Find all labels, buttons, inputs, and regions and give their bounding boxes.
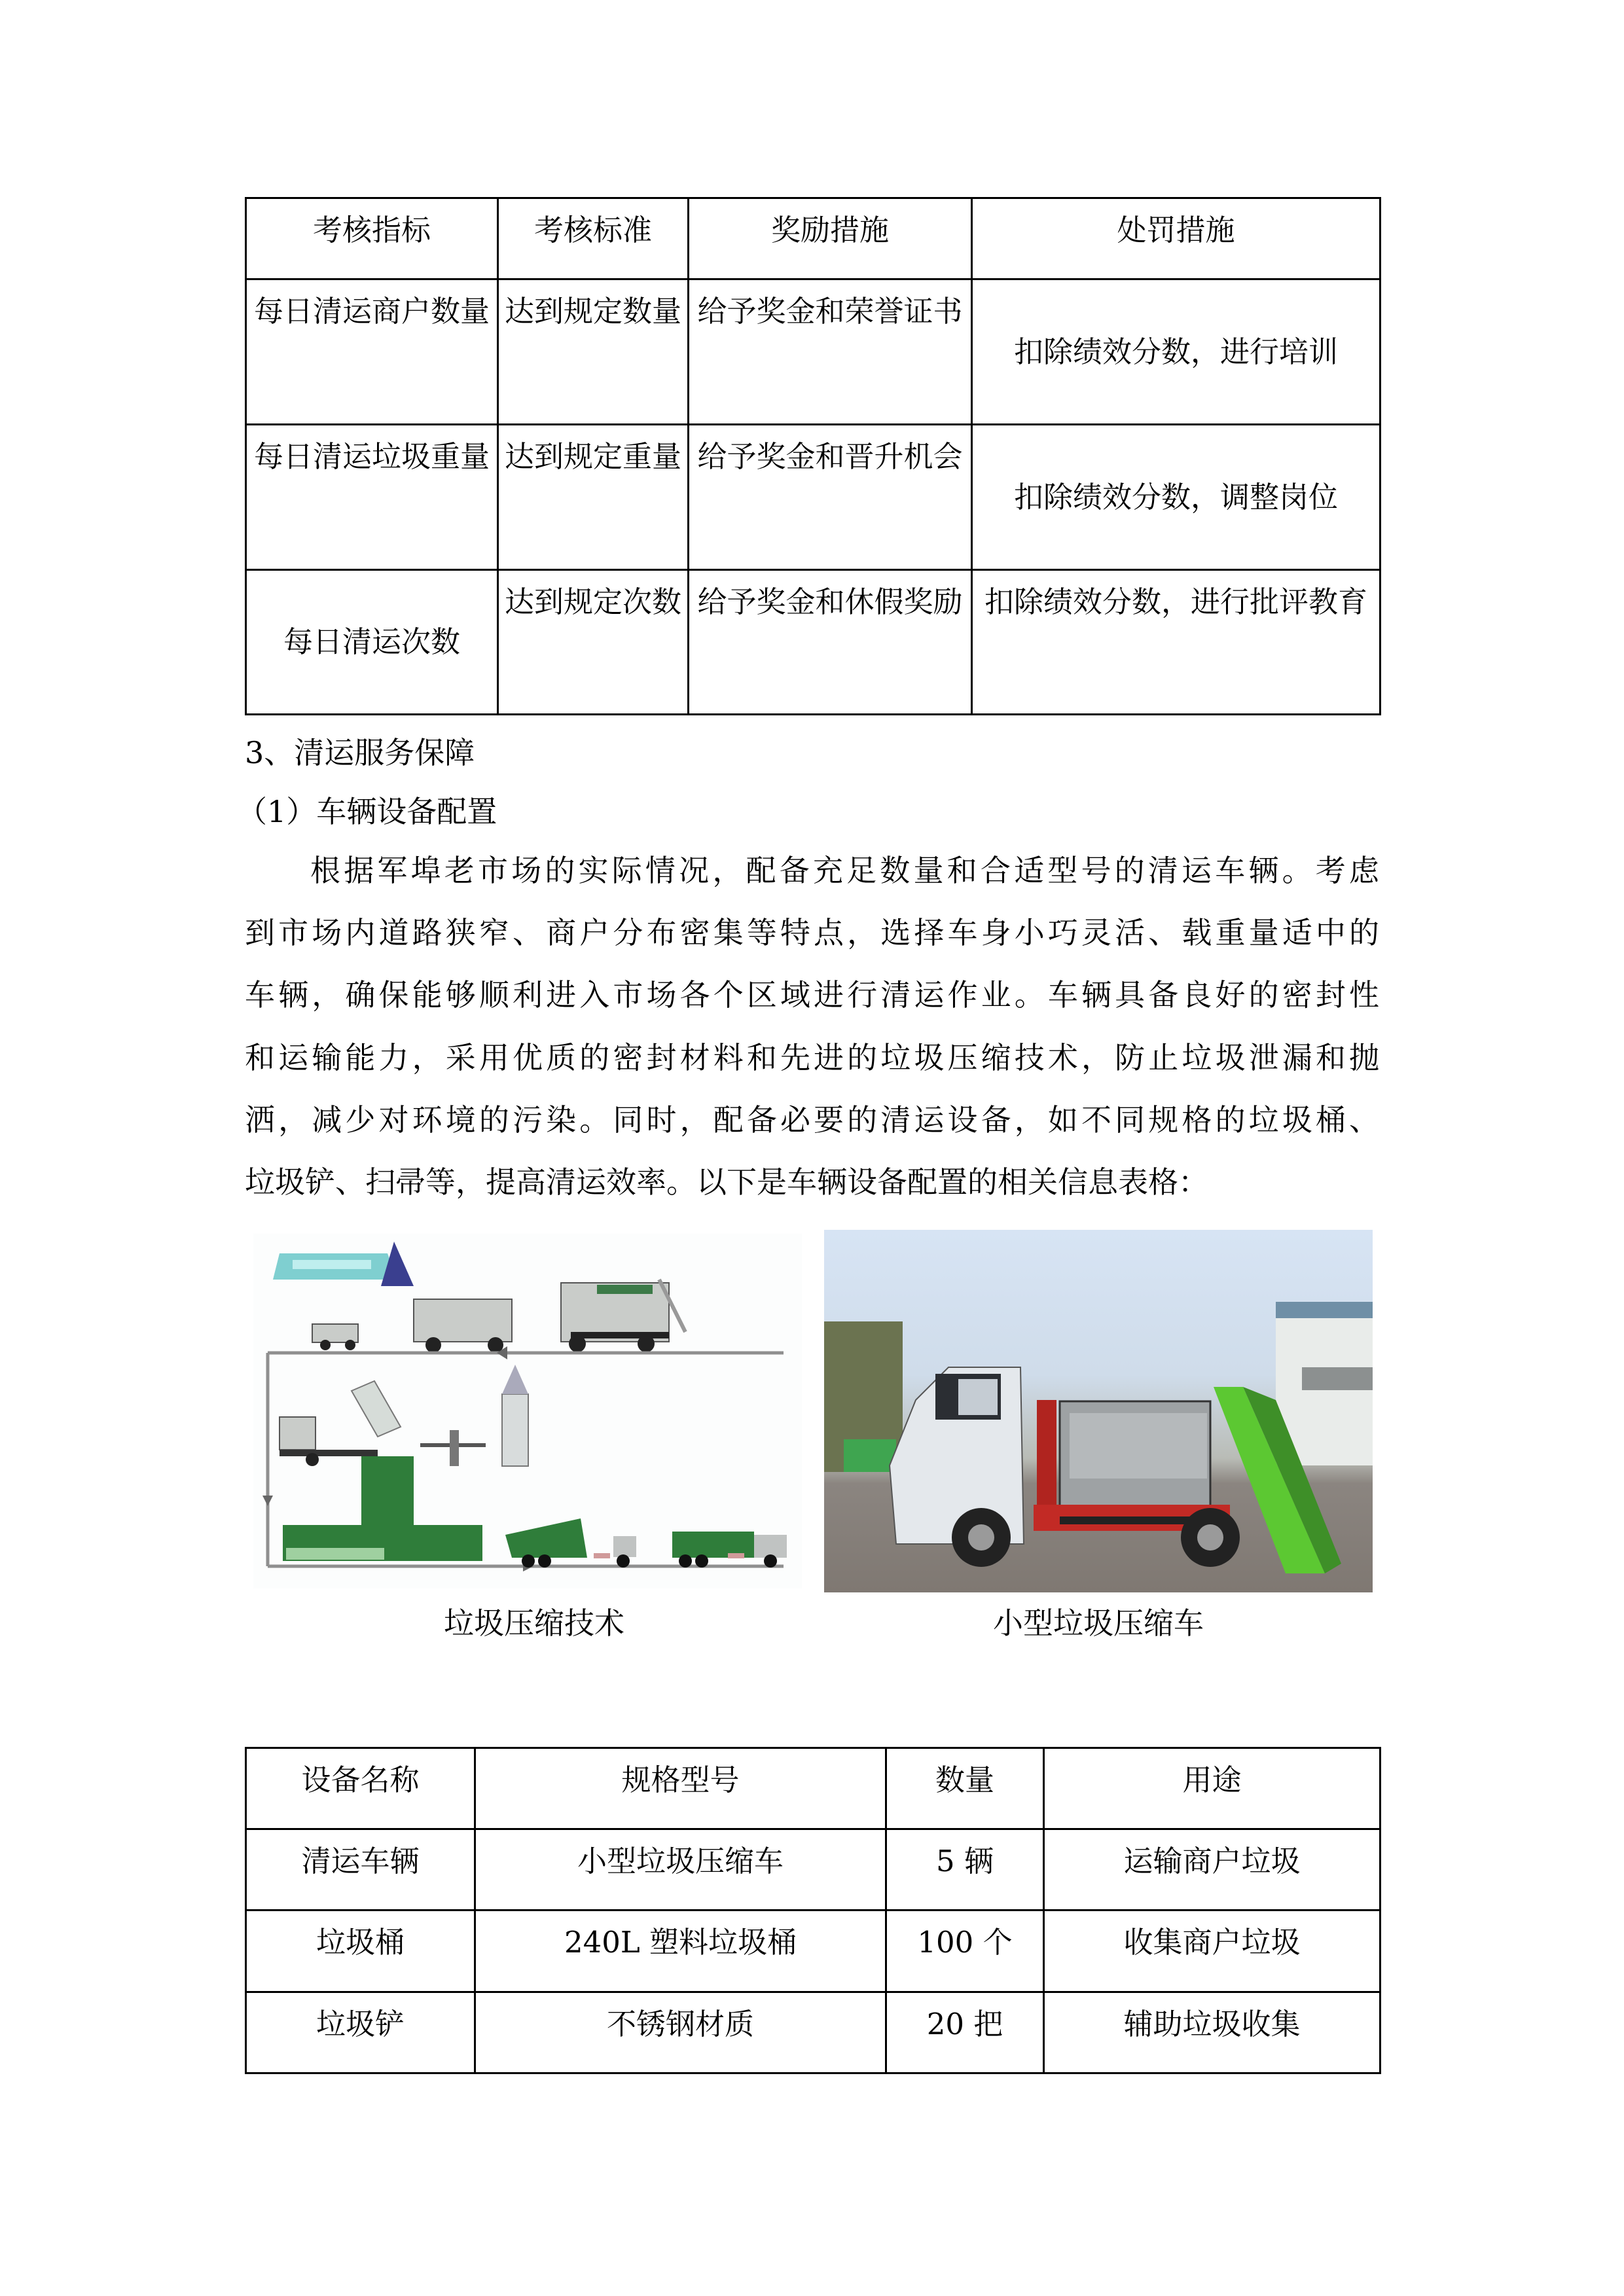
header-cell: 考核标准 bbox=[498, 198, 689, 279]
table-header-row bbox=[246, 198, 1380, 279]
table-cell: 达到规定次数 bbox=[498, 570, 689, 715]
table-cell: 清运车辆 bbox=[246, 1829, 475, 1910]
compression-process-diagram bbox=[253, 1234, 802, 1588]
table-cell: 给予奖金和荣誉证书 bbox=[689, 279, 972, 425]
table-row bbox=[246, 1992, 1380, 2073]
assessment-table bbox=[245, 197, 1381, 715]
table-row bbox=[246, 1829, 1380, 1910]
header-cell: 奖励措施 bbox=[689, 198, 972, 279]
table-cell: 给予奖金和晋升机会 bbox=[689, 425, 972, 570]
table-cell: 240L 塑料垃圾桶 bbox=[475, 1910, 886, 1992]
table-cell: 小型垃圾压缩车 bbox=[475, 1829, 886, 1910]
section-heading: 3、清运服务保障 bbox=[245, 735, 475, 770]
table-row bbox=[246, 425, 1380, 570]
table-cell: 运输商户垃圾 bbox=[1044, 1829, 1380, 1910]
table-row bbox=[246, 570, 1380, 715]
table-cell: 扣除绩效分数，调整岗位 bbox=[972, 425, 1380, 570]
table-row bbox=[246, 279, 1380, 425]
table-row bbox=[246, 1910, 1380, 1992]
diagram-illustration bbox=[253, 1234, 802, 1588]
header-cell: 设备名称 bbox=[246, 1748, 475, 1829]
header-cell: 用途 bbox=[1044, 1748, 1380, 1829]
equipment-table bbox=[245, 1747, 1381, 2074]
table-cell: 不锈钢材质 bbox=[475, 1992, 886, 2073]
table-cell: 扣除绩效分数，进行批评教育 bbox=[972, 570, 1380, 715]
table-cell: 每日清运商户数量 bbox=[246, 279, 498, 425]
table-cell: 每日清运垃圾重量 bbox=[246, 425, 498, 570]
header-cell: 考核指标 bbox=[246, 198, 498, 279]
paragraph-line: 到市场内道路狭窄、商户分布密集等特点，选择车身小巧灵活、载重量适中的 bbox=[245, 915, 1379, 951]
table-header-row bbox=[246, 1748, 1380, 1829]
table-cell: 垃圾桶 bbox=[246, 1910, 475, 1992]
table-cell: 辅助垃圾收集 bbox=[1044, 1992, 1380, 2073]
subsection-heading: （1）车辆设备配置 bbox=[237, 794, 497, 829]
compactor-truck-photo bbox=[824, 1230, 1373, 1592]
paragraph-line: 和运输能力，采用优质的密封材料和先进的垃圾压缩技术，防止垃圾泄漏和抛 bbox=[245, 1039, 1379, 1075]
table-cell: 每日清运次数 bbox=[246, 570, 498, 715]
header-cell: 规格型号 bbox=[475, 1748, 886, 1829]
truck-illustration bbox=[824, 1230, 1373, 1592]
header-cell: 数量 bbox=[886, 1748, 1044, 1829]
table-cell: 达到规定数量 bbox=[498, 279, 689, 425]
table-cell: 20 把 bbox=[886, 1992, 1044, 2073]
table-cell: 收集商户垃圾 bbox=[1044, 1910, 1380, 1992]
paragraph-line: 洒，减少对环境的污染。同时，配备必要的清运设备，如不同规格的垃圾桶、 bbox=[245, 1102, 1379, 1138]
table-cell: 100 个 bbox=[886, 1910, 1044, 1992]
paragraph-line: 根据军埠老市场的实际情况，配备充足数量和合适型号的清运车辆。考虑 bbox=[310, 853, 1379, 888]
table-cell: 给予奖金和休假奖励 bbox=[689, 570, 972, 715]
header-cell: 处罚措施 bbox=[972, 198, 1380, 279]
table-cell: 垃圾铲 bbox=[246, 1992, 475, 2073]
body-paragraph bbox=[245, 840, 1379, 1213]
paragraph-line: 垃圾铲、扫帚等，提高清运效率。以下是车辆设备配置的相关信息表格： bbox=[245, 1164, 1208, 1200]
table-cell: 扣除绩效分数，进行培训 bbox=[972, 279, 1380, 425]
paragraph-line: 车辆，确保能够顺利进入市场各个区域进行清运作业。车辆具备良好的密封性 bbox=[245, 977, 1379, 1013]
table-cell: 5 辆 bbox=[886, 1829, 1044, 1910]
figure-caption-compression: 垃圾压缩技术 bbox=[444, 1605, 624, 1641]
figure-caption-truck: 小型垃圾压缩车 bbox=[993, 1605, 1204, 1641]
table-cell: 达到规定重量 bbox=[498, 425, 689, 570]
